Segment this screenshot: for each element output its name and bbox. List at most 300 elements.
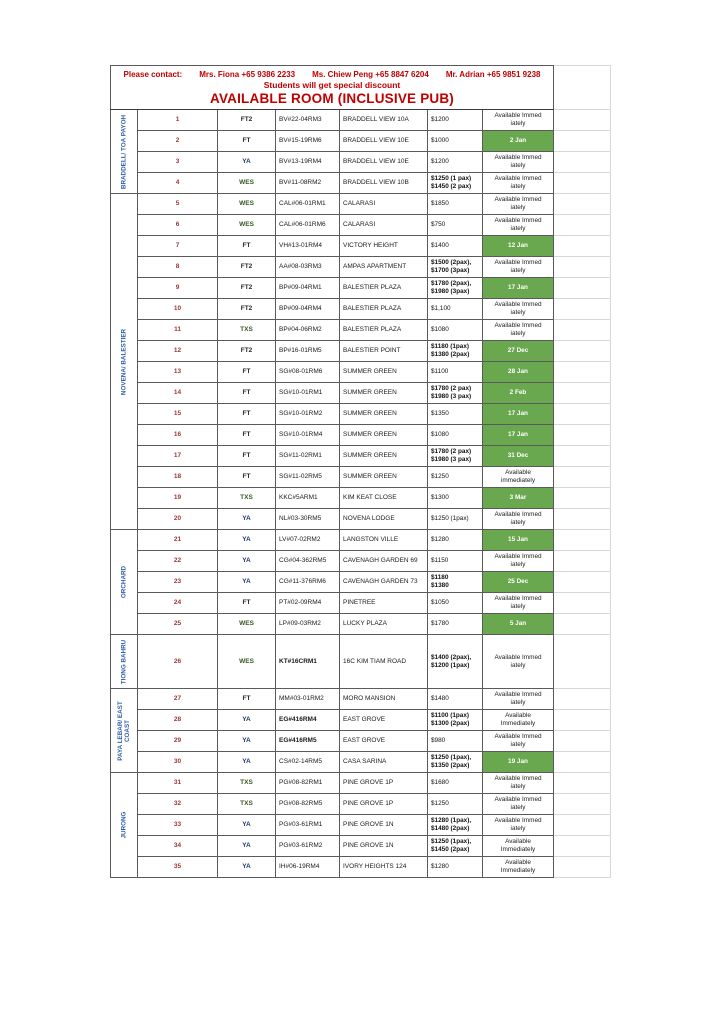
table-row	[111, 509, 611, 530]
price: $1850	[428, 194, 483, 215]
empty-margin-cell	[554, 278, 611, 299]
room-type: FT	[218, 425, 276, 446]
empty-margin-cell	[554, 530, 611, 551]
region-label: TIONG BAHRU	[120, 639, 128, 684]
empty-margin-cell	[554, 509, 611, 530]
header-row	[111, 66, 611, 110]
unit-code: PG#08-82RM1	[276, 773, 340, 794]
price: $1250 (1pax)	[428, 509, 483, 530]
availability: Available Immed iately	[483, 299, 554, 320]
building-name: KIM KEAT CLOSE	[340, 488, 428, 509]
unit-code: EG#416RM5	[276, 731, 340, 752]
row-number: 16	[138, 425, 218, 446]
availability: Available Immed iately	[483, 731, 554, 752]
empty-margin-cell	[554, 731, 611, 752]
row-number: 8	[138, 257, 218, 278]
price: $1200	[428, 152, 483, 173]
unit-code: BV#11-08RM2	[276, 173, 340, 194]
contact-chiew-peng: Ms. Chiew Peng +65 8847 6204	[312, 70, 429, 79]
price: $1100	[428, 362, 483, 383]
availability: 15 Jan	[483, 530, 554, 551]
building-name: BALESTIER POINT	[340, 341, 428, 362]
room-type: TXS	[218, 320, 276, 341]
room-type: YA	[218, 509, 276, 530]
room-type: FT	[218, 131, 276, 152]
table-row	[111, 710, 611, 731]
table-row	[111, 173, 611, 194]
row-number: 27	[138, 689, 218, 710]
unit-code: LP#09-03RM2	[276, 614, 340, 635]
empty-margin-cell	[554, 404, 611, 425]
building-name: 16C KIM TIAM ROAD	[340, 635, 428, 689]
row-number: 21	[138, 530, 218, 551]
region-cell	[111, 194, 138, 530]
row-number: 33	[138, 815, 218, 836]
room-type: FT2	[218, 278, 276, 299]
table-row	[111, 425, 611, 446]
row-number: 17	[138, 446, 218, 467]
unit-code: EG#416RM4	[276, 710, 340, 731]
row-number: 31	[138, 773, 218, 794]
row-number: 9	[138, 278, 218, 299]
building-name: MORO MANSION	[340, 689, 428, 710]
price: $1280	[428, 530, 483, 551]
building-name: CAVENAGH GARDEN 69	[340, 551, 428, 572]
row-number: 20	[138, 509, 218, 530]
empty-margin-cell	[554, 320, 611, 341]
table-row	[111, 488, 611, 509]
row-number: 7	[138, 236, 218, 257]
table-row	[111, 752, 611, 773]
unit-code: PT#02-09RM4	[276, 593, 340, 614]
building-name: EAST GROVE	[340, 710, 428, 731]
room-type: WES	[218, 215, 276, 236]
empty-margin-cell	[554, 173, 611, 194]
building-name: PINE GROVE 1N	[340, 836, 428, 857]
building-name: EAST GROVE	[340, 731, 428, 752]
room-type: FT	[218, 593, 276, 614]
building-name: CASA SARINA	[340, 752, 428, 773]
room-type: FT	[218, 446, 276, 467]
table-row	[111, 836, 611, 857]
unit-code: MM#03-01RM2	[276, 689, 340, 710]
contact-label: Please contact:	[123, 70, 183, 79]
row-number: 12	[138, 341, 218, 362]
price: $1780 (2 pax) $1980 (3 pax)	[428, 383, 483, 404]
price: $1280	[428, 857, 483, 878]
price: $1780 (2 pax) $1980 (3 pax)	[428, 446, 483, 467]
price: $1350	[428, 404, 483, 425]
availability: Available Immed iately	[483, 194, 554, 215]
price: $1250	[428, 467, 483, 488]
unit-code: BP#16-01RM5	[276, 341, 340, 362]
building-name: CALARASI	[340, 194, 428, 215]
unit-code: PG#03-61RM1	[276, 815, 340, 836]
room-type: FT2	[218, 257, 276, 278]
availability: 5 Jan	[483, 614, 554, 635]
availability: 2 Jan	[483, 131, 554, 152]
price: $1180 $1380	[428, 572, 483, 593]
empty-margin-cell	[554, 488, 611, 509]
availability: Available Immed iately	[483, 593, 554, 614]
row-number: 18	[138, 467, 218, 488]
row-number: 6	[138, 215, 218, 236]
availability: 12 Jan	[483, 236, 554, 257]
room-type: WES	[218, 194, 276, 215]
contact-fiona: Mrs. Fiona +65 9386 2233	[199, 70, 296, 79]
row-number: 23	[138, 572, 218, 593]
table-row	[111, 257, 611, 278]
page-title: AVAILABLE ROOM (INCLUSIVE PUB)	[210, 91, 454, 106]
table-row	[111, 152, 611, 173]
availability: Available immediately	[483, 467, 554, 488]
table-row	[111, 194, 611, 215]
empty-margin-cell	[554, 362, 611, 383]
empty-margin-cell	[554, 467, 611, 488]
building-name: AMPAS APARTMENT	[340, 257, 428, 278]
unit-code: SG#11-02RM1	[276, 446, 340, 467]
unit-code: NL#03-30RM5	[276, 509, 340, 530]
room-type: YA	[218, 551, 276, 572]
table-row	[111, 815, 611, 836]
availability: Available Immed iately	[483, 794, 554, 815]
availability: Available Immed iately	[483, 815, 554, 836]
empty-margin-cell	[554, 710, 611, 731]
unit-code: BV#22-04RM3	[276, 110, 340, 131]
room-type: WES	[218, 635, 276, 689]
room-type: FT	[218, 236, 276, 257]
row-number: 25	[138, 614, 218, 635]
empty-margin-cell	[554, 341, 611, 362]
building-name: BALESTIER PLAZA	[340, 299, 428, 320]
unit-code: KKC#5ARM1	[276, 488, 340, 509]
empty-margin-cell	[554, 593, 611, 614]
room-type: FT	[218, 404, 276, 425]
unit-code: IH#06-19RM4	[276, 857, 340, 878]
table-row	[111, 635, 611, 689]
table-row	[111, 593, 611, 614]
building-name: SUMMER GREEN	[340, 404, 428, 425]
availability: 17 Jan	[483, 278, 554, 299]
availability: Available Immed iately	[483, 689, 554, 710]
unit-code: SG#10-01RM1	[276, 383, 340, 404]
room-type: TXS	[218, 773, 276, 794]
table-row	[111, 404, 611, 425]
room-type: FT	[218, 467, 276, 488]
building-name: NOVENA LODGE	[340, 509, 428, 530]
table-row	[111, 467, 611, 488]
unit-code: KT#16CRM1	[276, 635, 340, 689]
table-row	[111, 362, 611, 383]
row-number: 19	[138, 488, 218, 509]
unit-code: BV#13-19RM4	[276, 152, 340, 173]
room-type: YA	[218, 752, 276, 773]
building-name: BRADDELL VIEW 10E	[340, 152, 428, 173]
empty-margin-cell	[554, 635, 611, 689]
unit-code: BP#04-06RM2	[276, 320, 340, 341]
room-type: TXS	[218, 794, 276, 815]
availability: Available Immed iately	[483, 320, 554, 341]
row-number: 14	[138, 383, 218, 404]
row-number: 28	[138, 710, 218, 731]
building-name: SUMMER GREEN	[340, 383, 428, 404]
discount-note: Students will get special discount	[263, 80, 401, 90]
availability: Available Immed iately	[483, 215, 554, 236]
availability: 17 Jan	[483, 404, 554, 425]
empty-margin-cell	[554, 836, 611, 857]
availability: 28 Jan	[483, 362, 554, 383]
region-label: BRADDELL/ TOA PAYOH	[120, 114, 128, 189]
room-type: YA	[218, 815, 276, 836]
room-type: FT	[218, 362, 276, 383]
price: $1100 (1pax) $1300 (2pax)	[428, 710, 483, 731]
building-name: PINE GROVE 1P	[340, 794, 428, 815]
region-cell	[111, 773, 138, 878]
table-row	[111, 131, 611, 152]
price: $1280 (1pax), $1480 (2pax)	[428, 815, 483, 836]
price: $1000	[428, 131, 483, 152]
building-name: CALARASI	[340, 215, 428, 236]
unit-code: CS#02-14RM5	[276, 752, 340, 773]
table-row	[111, 341, 611, 362]
table-row	[111, 236, 611, 257]
empty-margin-cell	[554, 794, 611, 815]
room-type: YA	[218, 530, 276, 551]
availability: Available Immed iately	[483, 551, 554, 572]
building-name: PINE GROVE 1P	[340, 773, 428, 794]
availability: 19 Jan	[483, 752, 554, 773]
price: $1480	[428, 689, 483, 710]
row-number: 30	[138, 752, 218, 773]
row-number: 24	[138, 593, 218, 614]
availability: 31 Dec	[483, 446, 554, 467]
availability: Available Immed iately	[483, 509, 554, 530]
price: $1080	[428, 320, 483, 341]
empty-margin-cell	[554, 572, 611, 593]
empty-margin-cell	[554, 131, 611, 152]
row-number: 34	[138, 836, 218, 857]
building-name: IVORY HEIGHTS 124	[340, 857, 428, 878]
price: $1400 (2pax), $1200 (1pax)	[428, 635, 483, 689]
empty-margin-cell	[554, 614, 611, 635]
table-row	[111, 299, 611, 320]
unit-code: PG#03-61RM2	[276, 836, 340, 857]
price: $1400	[428, 236, 483, 257]
room-type: FT	[218, 383, 276, 404]
room-type: FT	[218, 689, 276, 710]
table-row	[111, 731, 611, 752]
building-name: LUCKY PLAZA	[340, 614, 428, 635]
room-type: FT2	[218, 299, 276, 320]
building-name: BRADDELL VIEW 10B	[340, 173, 428, 194]
availability: Available Immediately	[483, 857, 554, 878]
unit-code: SG#08-01RM6	[276, 362, 340, 383]
available-room-table	[110, 65, 611, 878]
building-name: SUMMER GREEN	[340, 362, 428, 383]
empty-margin-cell	[554, 66, 611, 110]
unit-code: SG#10-01RM2	[276, 404, 340, 425]
building-name: LANGSTON VILLE	[340, 530, 428, 551]
building-name: BALESTIER PLAZA	[340, 278, 428, 299]
region-label: JURONG	[120, 811, 128, 839]
empty-margin-cell	[554, 215, 611, 236]
row-number: 13	[138, 362, 218, 383]
room-type: WES	[218, 614, 276, 635]
empty-margin-cell	[554, 551, 611, 572]
room-type: YA	[218, 857, 276, 878]
availability: 25 Dec	[483, 572, 554, 593]
empty-margin-cell	[554, 752, 611, 773]
price: $1080	[428, 425, 483, 446]
region-label: ORCHARD	[120, 565, 128, 599]
price: $1180 (1pax) $1380 (2pax)	[428, 341, 483, 362]
availability: Available Immed iately	[483, 773, 554, 794]
unit-code: CG#04-362RM5	[276, 551, 340, 572]
region-label: PAYA LEBAR/ EAST COAST	[117, 700, 131, 761]
price: $1300	[428, 488, 483, 509]
row-number: 11	[138, 320, 218, 341]
row-number: 4	[138, 173, 218, 194]
empty-margin-cell	[554, 446, 611, 467]
building-name: PINE GROVE 1N	[340, 815, 428, 836]
availability: Available Immed iately	[483, 110, 554, 131]
row-number: 3	[138, 152, 218, 173]
empty-margin-cell	[554, 773, 611, 794]
price: $1050	[428, 593, 483, 614]
row-number: 22	[138, 551, 218, 572]
empty-margin-cell	[554, 152, 611, 173]
region-label: NOVENA/ BALESTIER	[120, 328, 128, 395]
room-type: TXS	[218, 488, 276, 509]
table-row	[111, 383, 611, 404]
table-row	[111, 689, 611, 710]
building-name: BRADDELL VIEW 10E	[340, 131, 428, 152]
price: $1250 (1pax), $1350 (2pax)	[428, 752, 483, 773]
unit-code: LV#07-02RM2	[276, 530, 340, 551]
empty-margin-cell	[554, 383, 611, 404]
row-number: 2	[138, 131, 218, 152]
empty-margin-cell	[554, 815, 611, 836]
price: $1250 (1pax), $1450 (2pax)	[428, 836, 483, 857]
table-row	[111, 530, 611, 551]
price: $1250 (1 pax) $1450 (2 pax)	[428, 173, 483, 194]
empty-margin-cell	[554, 425, 611, 446]
room-type: FT2	[218, 341, 276, 362]
table-row	[111, 551, 611, 572]
price: $1200	[428, 110, 483, 131]
price: $1150	[428, 551, 483, 572]
room-type: YA	[218, 710, 276, 731]
region-cell	[111, 689, 138, 773]
table-row	[111, 320, 611, 341]
row-number: 32	[138, 794, 218, 815]
row-number: 1	[138, 110, 218, 131]
room-type: YA	[218, 836, 276, 857]
availability: Available Immed iately	[483, 635, 554, 689]
table-row	[111, 215, 611, 236]
price: $1780	[428, 614, 483, 635]
empty-margin-cell	[554, 257, 611, 278]
table-row	[111, 857, 611, 878]
price: $1780 (2pax), $1980 (3pax)	[428, 278, 483, 299]
availability: Available Immed iately	[483, 257, 554, 278]
table-row	[111, 110, 611, 131]
row-number: 5	[138, 194, 218, 215]
unit-code: CAL#06-01RM6	[276, 215, 340, 236]
unit-code: BV#15-19RM6	[276, 131, 340, 152]
unit-code: PG#08-82RM5	[276, 794, 340, 815]
building-name: PINETREE	[340, 593, 428, 614]
unit-code: SG#10-01RM4	[276, 425, 340, 446]
unit-code: SG#11-02RM5	[276, 467, 340, 488]
unit-code: AA#08-03RM3	[276, 257, 340, 278]
empty-margin-cell	[554, 689, 611, 710]
table-row	[111, 572, 611, 593]
table-row	[111, 614, 611, 635]
unit-code: CG#11-376RM6	[276, 572, 340, 593]
empty-margin-cell	[554, 110, 611, 131]
empty-margin-cell	[554, 857, 611, 878]
table-row	[111, 446, 611, 467]
price: $1250	[428, 794, 483, 815]
price: $750	[428, 215, 483, 236]
building-name: BALESTIER PLAZA	[340, 320, 428, 341]
empty-margin-cell	[554, 236, 611, 257]
region-cell	[111, 635, 138, 689]
table-header	[111, 66, 554, 110]
room-type: YA	[218, 152, 276, 173]
price: $980	[428, 731, 483, 752]
building-name: CAVENAGH GARDEN 73	[340, 572, 428, 593]
table-row	[111, 794, 611, 815]
unit-code: BP#09-04RM1	[276, 278, 340, 299]
table-row	[111, 278, 611, 299]
room-type: WES	[218, 173, 276, 194]
price: $1,100	[428, 299, 483, 320]
building-name: BRADDELL VIEW 10A	[340, 110, 428, 131]
contact-line	[117, 70, 547, 79]
contact-adrian: Mr. Adrian +65 9851 9238	[445, 70, 541, 79]
unit-code: BP#09-04RM4	[276, 299, 340, 320]
row-number: 26	[138, 635, 218, 689]
row-number: 29	[138, 731, 218, 752]
row-number: 15	[138, 404, 218, 425]
availability: 3 Mar	[483, 488, 554, 509]
unit-code: VH#13-01RM4	[276, 236, 340, 257]
room-type: YA	[218, 572, 276, 593]
empty-margin-cell	[554, 194, 611, 215]
price: $1500 (2pax), $1700 (3pax)	[428, 257, 483, 278]
availability: Available Immediately	[483, 836, 554, 857]
price: $1680	[428, 773, 483, 794]
building-name: SUMMER GREEN	[340, 467, 428, 488]
room-type: FT2	[218, 110, 276, 131]
availability: 27 Dec	[483, 341, 554, 362]
room-type: YA	[218, 731, 276, 752]
empty-margin-cell	[554, 299, 611, 320]
availability: Available Immediately	[483, 710, 554, 731]
unit-code: CAL#06-01RM1	[276, 194, 340, 215]
region-cell	[111, 530, 138, 635]
availability: Available Immed iately	[483, 173, 554, 194]
availability: 17 Jan	[483, 425, 554, 446]
building-name: SUMMER GREEN	[340, 446, 428, 467]
row-number: 10	[138, 299, 218, 320]
availability: Available Immed iately	[483, 152, 554, 173]
row-number: 35	[138, 857, 218, 878]
region-cell	[111, 110, 138, 194]
building-name: VICTORY HEIGHT	[340, 236, 428, 257]
